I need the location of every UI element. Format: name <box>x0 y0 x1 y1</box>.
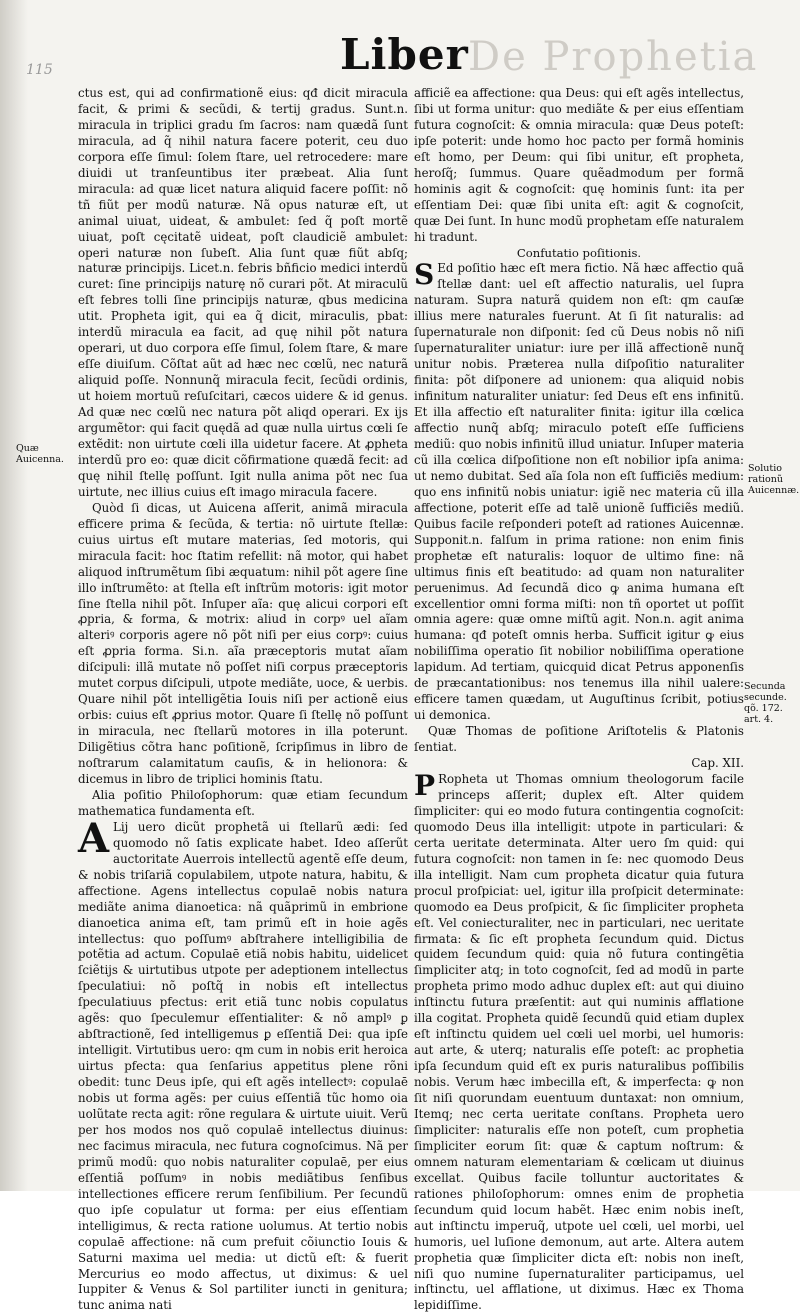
chapter-heading: Quæ Thomas de poſitione Ariſtotelis & Platonis ſentiat. <box>414 724 744 755</box>
paragraph-text: Ropheta ut Thomas omnium theologorum facile princeps aſſerit; duplex eſt. Alter quidem ſimpliciter: qui eo modo futura contingentia cognoſcit: quomodo Deus illa intelligit: utpote in particulari: & certa ueritate determinata. Alter uero ſm quid: qui futura cognoſcit: non tamen in ſe: nec quomodo Deus illa intelligit. Nam cum propheta dicatur quia futura procul proſpiciat: uel, igitur illa proſpicit determinate: quomodo ea Deus proſpicit, & ſic ſimpliciter propheta eſt. Vel coniecturaliter, nec in particulari, nec ueritate firmata: & ſic eſt propheta ſecundum quid. Dictus quidem ſecundum quid: quia nõ futura contingẽtia ſimpliciter atq; in toto cognoſcit, ſed ad modũ in parte propheta primo modo adhuc duplex eſt: aut qui diuino inſtinctu futura præſentit: aut qui numinis afflatione illa cogitat. Propheta quidẽ ſecundũ quid etiam duplex eſt inſtinctu quidem uel cœli uel morbi, uel humoris: aut arte, & uterq; naturalis eſſe poteſt: ac prophetia ipſa ſecundum quid eſt ex puris naturalibus poſſibilis nobis. Verum hæc imbecilla eſt, & imperfecta: ꝙ non ſit niſi quorundam euentuum duntaxat: non omnium, Itemq; nec certa ueritate conſtans. Propheta uero ſimpliciter: naturalis eſſe non poteſt, cum prophetia ſimpliciter eorum ſit: quæ & captum noſtrum: & omnem naturam elementariam & cœlicam ut diuinus excellat. Quibus facile tolluntur auctoritates & rationes philoſophorum: omnes enim de prophetia ſecundum quid locum habẽt. Hæc enim nobis ineſt, aut inſtinctu imperuq̃, utpote uel cœli, uel morbi, uel humoris, uel luſione demonum, aut arte. Altera autem prophetia quæ ſimpliciter dicta eſt: nobis non ineſt, niſi quo numine ſupernaturaliter participamus, uel inſtinctu, uel afflatione, ut diximus. Hæc ex Thoma lepidiſſime. <box>414 771 744 1313</box>
chapter-number: Cap. XII. <box>691 756 744 771</box>
paragraph: Quòd ſi dicas, ut Auicena aſſerit, animã miracula efficere prima & ſecũda, & tertia: nõ uirtute ſtellæ: cuius uirtus eſt mutare materias, ſed motoris, qui miracula facit: hoc ſtatim refellit: nã motor, qui habet aliquod inſtrumẽtum ſibi æquatum: nihil põt agere ſine illo inſtrumẽto: at ſtella eſt inſtrũm motoris: igit motor ſine ſtella nihil põt. Inſuper aĩa: quę alicui corpori eſt ꝓpria, & forma, & motrix: aliud in corpꝰ uel aĩam alteriꝰ corporis agere nõ põt niſi per eius corpꝰ: cuius eſt ꝓpria forma. Si.n. aĩa præceptoris mutat aĩam diſcipuli: illã mutate nõ poſſet niſi corpus præceptoris mutet corpus diſcipuli, utpote mediãte, uoce, & uerbis. Quare nihil põt intelligẽtia Iouis niſi per actionẽ eius orbis: cuius eſt ꝓprius motor. Quare ſi ſtellę nõ poſſunt in miracula, nec ſtellarũ motores in illa poterunt. Diligẽtius cõtra hanc poſitionẽ, ſcripſimus in libro de noſtrarum calamitatum cauſis, & in helionora: & dicemus in libro de triplici hominis ſtatu. <box>78 500 408 786</box>
margin-note-left: Quæ Auicenna. <box>16 443 64 465</box>
page-edge-shadow <box>0 0 28 1191</box>
paragraph-with-initial <box>78 814 408 1314</box>
paragraph-with-initial <box>414 768 744 1314</box>
paragraph: ctus est, qui ad confirmationẽ eius: qđ dicit miracula facit, & primi & secũdi, & tertij gradus. Sunt.n. miracula in triplici gradu ſm ſacros: nam quædã ſunt miracula, ad q̃ nihil natura facere poterit, ceu duo corpora eſſe ſimul: ſolem ſtare, uel retrocedere: mare diuidi ut tranſeuntibus iter præbeat. Alia ſunt miracula: ad quæ licet natura aliquid facere poſſit: nõ tñ fiũt per modũ naturæ. Nã opus naturæ eſt, ut animal uiuat, uideat, & ambulet: ſed q̃ poſt mortẽ uiuat, poſt cęcitatẽ uideat, poſt claudiciẽ ambulet: operi naturæ non ſubeſt. Alia ſunt quæ fiũt abſq; naturæ principijs. Licet.n. febris bñficio medici interdũ curet: ſine principijs naturę nõ curari põt. At miraculũ eſt febres tolli ſine principijs naturæ, qbus medicina utit. Propheta igit, qui ea q̃ dicit, miraculis, pbat: interdũ miracula ea facit, ad quę nihil põt natura operari, ut duo corpora eſſe ſimul, ſolem ſtare, & mare eſſe diuiſum. Cõſtat aũt ad hæc nec cœlũ, nec naturã aliquid poſſe. Nonnunq̃ miracula fecit, ſecũdi ordinis, ut hoiem mortuũ reſuſcitari, cæcos uidere & id genus. Ad quæ nec cœlũ nec natura põt aliqd operari. Ex ijs argumẽtor: qui facit quędã ad quæ nulla uirtus cœli ſe extẽdit: non uirtute cœli illa uidetur facere. At ꝓpheta interdũ pro eo: quæ dicit cõfirmatione quædã fecit: ad quę nihil ſtellę poſſunt. Igit nulla anima põt nec ſua uirtute, nec illius cuius eſt imago miracula facere. <box>78 86 408 499</box>
paragraph-text: Ed poſitio hæc eſt mera fictio. Nã hæc affectio quã ſtellæ dant: uel eſt affectio naturalis, uel ſupra naturam. Supra naturã quidem non eſt: qm cauſæ illius mere naturales fuerunt. At ſi ſit naturalis: ad ſupernaturale non diſponit: ſed cũ Deus nobis nõ niſi ſupernaturaliter uniatur: iure per illã affectionẽ nunq̃ unitur nobis. Præterea nulla diſpoſitio naturaliter finita: põt diſponere ad unionem: qua aliquid nobis infinitum naturaliter uniatur: ſed Deus eſt ens infinitũ. Et illa affectio eſt naturaliter finita: igitur illa cœlica affectio nunq̃ abſq; miraculo poteſt eſſe ſufficiens mediũ: quo nobis infinitũ illud uniatur. Inſuper materia cũ illa cœlica diſpoſitione non eſt nobilior ipſa anima: ut nemo dubitat. Sed aĩa ſola non eſt ſufficiẽs medium: quo ens infinitũ nobis uniatur: igiẽ nec materia cũ illa affectione, poterit eſſe ad talẽ unionẽ ſufficiẽs mediũ. Quibus facile reſponderi poteſt ad rationes Auicennæ. Supponit.n. falſum in prima ratione: non enim finis prophetæ eſt naturalis: loquor de ultimo fine: nã ultimus finis eſt beatitudo: ad quam non naturaliter peruenimus. Ad ſecundã dico ꝙ anima humana eſt excellentior omni forma miſti: non tñ oportet ut poſſit omnia agere: quæ omne miſtũ agit. Non.n. agit anima humana: qđ poteſt omnis herba. Sufficit igitur ꝙ eius nobiliſſima operatio ſit nobilior nobiliſſima operatione lapidum. Ad tertiam, quicquid dicat Petrus apponenſis de præcantationibus: nos tenemus illa nihil ualere: efficere tamen quædam, ut Auguſtinus ſcribit, potius ui demonica. <box>414 261 744 723</box>
section-heading: Confutatio poſitionis. <box>516 245 642 260</box>
running-head: Liber <box>340 30 469 79</box>
left-column <box>78 86 408 1313</box>
paragraph: afficiẽ ea affectione: qua Deus: qui eſt agẽs intellectus, ſibi ut forma unitur: quo mediãte & per eius eſſentiam futura cognoſcit: & omnia miracula: quæ Deus poteſt: ipſe poterit: unde homo hoc pacto per formã hominis eſt homo, per Deum: qui ſibi unitur, eſt propheta, heroſq̃; ſummus. Quare quẽadmodum per formã hominis agit & cognoſcit: quę hominis ſunt: ita per eſſentiam Dei: quæ ſibi unita eſt: agit & cognoſcit, quæ Dei ſunt. In hunc modũ prophetam eſſe naturalem hi tradunt. <box>414 86 744 244</box>
margin-note-right-2: Secunda secunde. qõ. 172. art. 4. <box>744 681 787 725</box>
page-number: 115 <box>26 62 53 78</box>
section-heading: Alia poſitio Philoſophorum: quæ etiam ſecundum mathematica fundamenta eſt. <box>78 787 408 818</box>
margin-note-right-1: Solutio rationũ Auicennæ. <box>748 463 800 496</box>
right-column <box>414 86 744 1313</box>
bleed-through-text: De Prophetia <box>468 34 759 80</box>
drop-cap: S <box>414 258 435 292</box>
drop-cap: A <box>78 814 110 862</box>
paragraph-with-initial <box>414 258 744 724</box>
paragraph-text: Lij uero dicũt prophetã ui ſtellarũ ædi: ſed quomodo nõ ſatis explicate habet. Ideo aſſerũt auctoritate Auerrois intellectũ agentẽ eſſe deum, & nobis triſariã copulabilem, utpote natura, habitu, & affectione. Agens intellectus copulaē nobis natura mediãte anima dianoetica: nã quãprimũ in embrione dianoetica anima eſt, tam primũ eſt in hoie agẽs intellectus: quo poſſumꝰ abſtrahere intelligibilia de potẽtia ad actum. Copulaē etiã nobis habitu, uidelicet ſciẽtijs & uirtutibus utpote per adeptionem intellectus ſpeculatiui: nõ poſtq̃ in nobis eſt intellectus ſpeculatiuus pfectus: erit etiã tunc nobis copulatus agẽs: quo ſpeculemur eſſentialiter: & nõ amplꝰ ꝑ abſtractionẽ, ſed intelligemus ꝑ eſſentiã Dei: qua ipſe intelligit. Virtutibus uero: qm cum in nobis erit heroica uirtus pfecta: qua ſenſarius appetitus plene rõni obedit: tunc Deus ipſe, qui eſt agẽs intellectꝰ: copulaē nobis ut forma agẽs: per cuius eſſentiã tũc homo oia uolũtate recta agit: rõne regulara & uirtute uiuit. Verũ per hos modos nos quõ copulaē intellectus diuinus: nec facimus miracula, nec futura cognoſcimus. Nã per primũ modũ: quo nobis naturaliter copulaē, per eius eſſentiã poſſumꝰ in nobis mediãtibus ſenſibus intellectiones efficere rerum ſenſibilium. Per ſecundũ quo ipſe copulatur ut forma: per eius eſſentiam intelligimus, & recta ratione uolumus. At tertio nobis copulaē affectione: nã cum prefuit cõiunctio Iouis & Saturni maxima uel media: ut dictũ eſt: & fuerit Mercurius eo modo affectus, ut diximus: & uel Iuppiter & Venus & Sol partiliter iuncti in genitura; tunc anima nati <box>78 819 408 1313</box>
drop-cap: P <box>414 768 436 802</box>
